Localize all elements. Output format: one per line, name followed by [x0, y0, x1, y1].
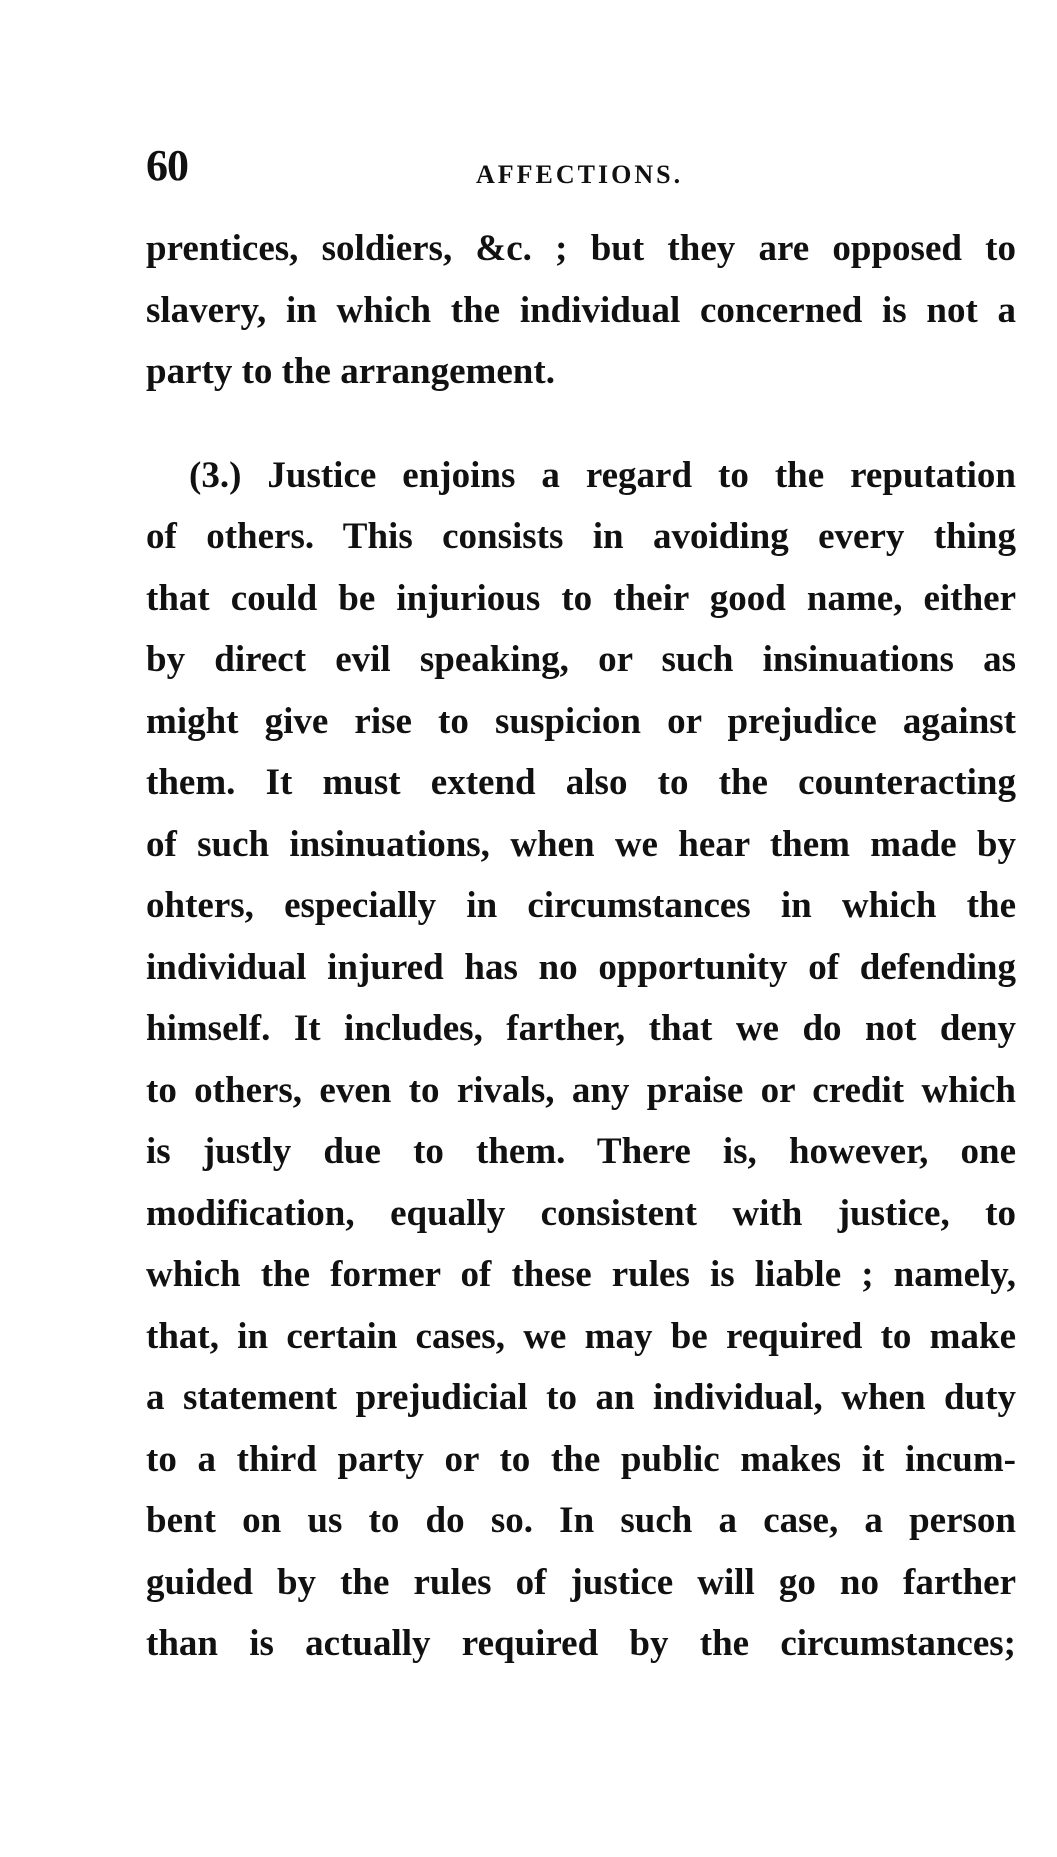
text-line: guided by the rules of justice will go no farther — [146, 1561, 1016, 1603]
text-line: a statement prejudicial to an individual, when duty — [146, 1377, 1016, 1418]
text-line: than is actually required by the circumstances; — [146, 1623, 1016, 1664]
text-line: that could be injurious to their good name, either — [146, 577, 1016, 619]
text-line: modification, equally consistent with justice, to — [146, 1192, 1016, 1234]
page-number: 60 — [146, 141, 188, 190]
paragraph-2 — [146, 445, 1016, 1675]
body-text — [146, 218, 1016, 1675]
text-line: himself. It includes, farther, that we do not deny — [146, 1008, 1016, 1049]
text-line: is justly due to them. There is, however, one — [146, 1131, 1016, 1172]
text-line: of others. This consists in avoiding every thing — [146, 516, 1016, 557]
page-header — [146, 140, 1016, 200]
text-line: party to the arrangement. — [146, 351, 555, 392]
text-line: of such insinuations, when we hear them made by — [146, 823, 1016, 865]
text-line: that, in certain cases, we may be required to make — [146, 1315, 1016, 1357]
text-line: bent on us to do so. In such a case, a person — [146, 1500, 1016, 1541]
text-line: ohters, especially in circumstances in which the — [146, 885, 1016, 926]
text-line: them. It must extend also to the counteracting — [146, 762, 1016, 803]
text-line: slavery, in which the individual concerned is not a — [146, 289, 1016, 331]
paragraph-gap — [146, 403, 1016, 445]
text-line: by direct evil speaking, or such insinuations as — [146, 639, 1016, 680]
text-line: (3.) Justice enjoins a regard to the reputation — [189, 454, 1016, 496]
text-line: individual injured has no opportunity of defending — [146, 946, 1016, 988]
running-head: AFFECTIONS. — [476, 160, 684, 189]
paragraph-1 — [146, 218, 1016, 403]
text-line: might give rise to suspicion or prejudice against — [146, 700, 1016, 742]
text-line: to a third party or to the public makes it incum- — [146, 1438, 1016, 1480]
text-line: to others, even to rivals, any praise or credit which — [146, 1069, 1016, 1111]
text-line: which the former of these rules is liable ; namely, — [146, 1254, 1016, 1295]
text-line: prentices, soldiers, &c. ; but they are opposed to — [146, 228, 1016, 269]
